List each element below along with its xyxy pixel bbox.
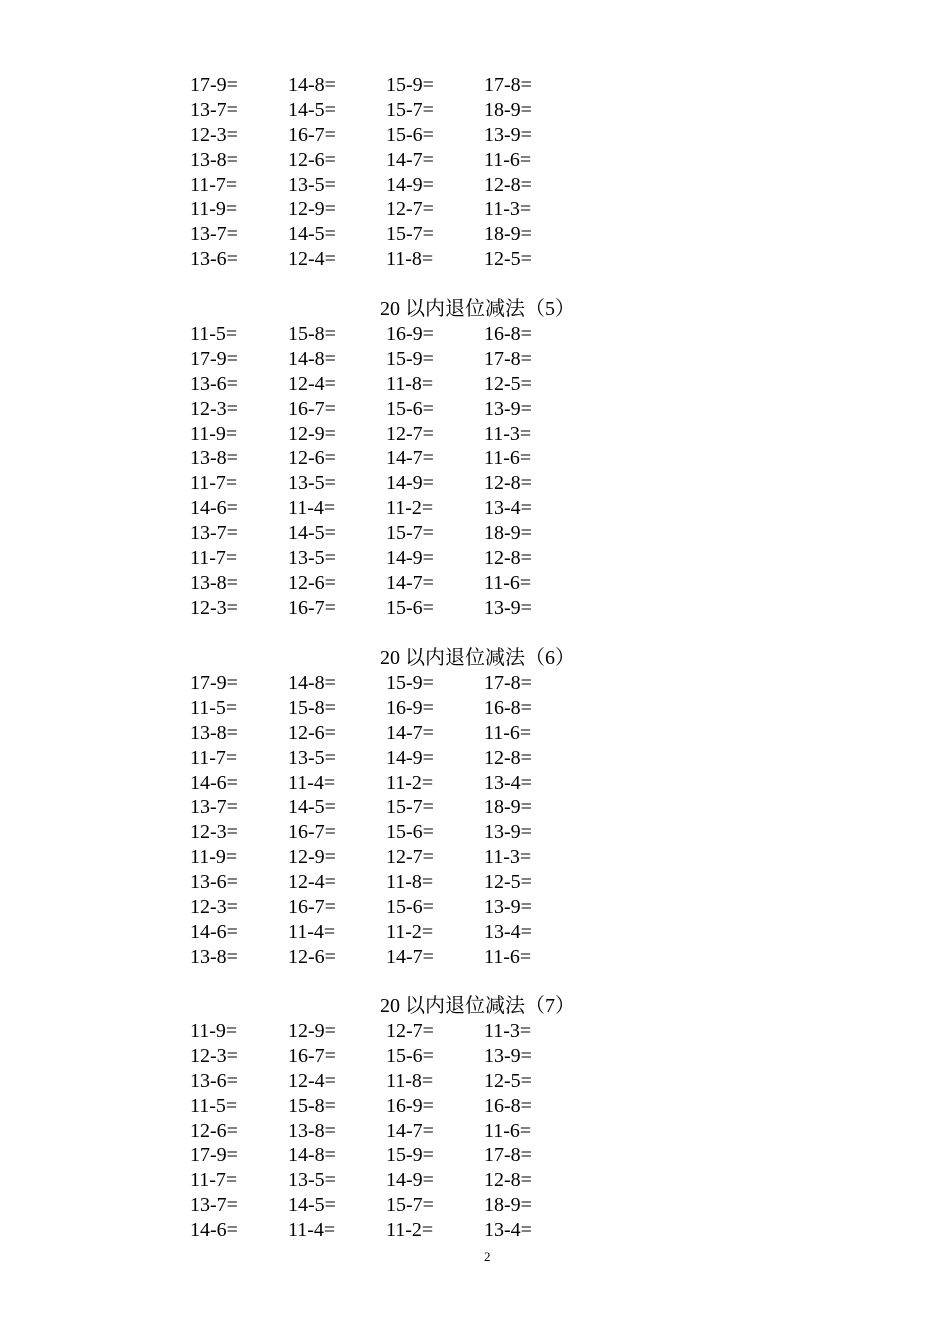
subtraction-problem: 11-2= — [386, 771, 434, 794]
subtraction-problem: 14-9= — [386, 547, 434, 570]
subtraction-problem: 15-6= — [386, 1044, 434, 1067]
subtraction-problem: 12-5= — [484, 871, 532, 894]
problem-row — [190, 920, 610, 945]
subtraction-problem: 13-5= — [288, 547, 336, 570]
problem-row — [190, 397, 610, 422]
subtraction-problem: 14-9= — [386, 746, 434, 769]
subtraction-problem: 11-6= — [484, 148, 532, 171]
subtraction-problem: 13-4= — [484, 497, 532, 520]
subtraction-problem: 12-6= — [288, 721, 336, 744]
subtraction-problem: 12-4= — [288, 1069, 336, 1092]
subtraction-problem: 11-3= — [484, 846, 532, 869]
subtraction-problem: 16-9= — [386, 696, 434, 719]
subtraction-problem: 16-7= — [288, 123, 336, 146]
subtraction-problem: 12-7= — [386, 198, 434, 221]
subtraction-problem: 13-9= — [484, 123, 532, 146]
subtraction-problem: 12-9= — [288, 846, 336, 869]
problem-row — [190, 73, 610, 98]
subtraction-problem: 13-9= — [484, 821, 532, 844]
subtraction-problem: 15-6= — [386, 123, 434, 146]
subtraction-problem: 13-5= — [288, 173, 336, 196]
subtraction-problem: 18-9= — [484, 522, 532, 545]
problem-row — [190, 1143, 610, 1168]
subtraction-problem: 13-9= — [484, 1044, 532, 1067]
subtraction-problem: 15-7= — [386, 98, 434, 121]
subtraction-problem: 11-3= — [484, 1020, 532, 1042]
subtraction-problem: 12-6= — [288, 148, 336, 171]
subtraction-problem: 13-9= — [484, 596, 532, 619]
subtraction-problem: 11-3= — [484, 422, 532, 445]
subtraction-problem: 11-2= — [386, 920, 434, 943]
subtraction-problem: 11-9= — [190, 198, 238, 221]
problem-row — [190, 247, 610, 272]
problem-row — [190, 123, 610, 148]
subtraction-problem: 15-7= — [386, 522, 434, 545]
subtraction-problem: 14-8= — [288, 672, 336, 694]
problem-row — [190, 496, 610, 521]
subtraction-problem: 14-5= — [288, 796, 336, 819]
subtraction-problem: 15-8= — [288, 323, 336, 345]
subtraction-problem: 11-7= — [190, 1169, 238, 1192]
subtraction-problem: 16-8= — [484, 696, 532, 719]
problem-row — [190, 1193, 610, 1218]
subtraction-problem: 11-9= — [190, 1020, 238, 1042]
subtraction-problem: 13-9= — [484, 397, 532, 420]
problem-row — [190, 372, 610, 397]
subtraction-problem: 12-9= — [288, 198, 336, 221]
subtraction-problem: 11-6= — [484, 945, 532, 968]
subtraction-problem: 11-4= — [288, 1219, 336, 1242]
subtraction-problem: 14-8= — [288, 347, 336, 370]
subtraction-problem: 13-5= — [288, 746, 336, 769]
subtraction-problem: 12-6= — [288, 447, 336, 470]
subtraction-problem: 13-7= — [190, 98, 238, 121]
problem-row — [190, 422, 610, 447]
subtraction-problem: 11-7= — [190, 472, 238, 495]
problem-row — [190, 1044, 610, 1069]
subtraction-problem: 12-5= — [484, 372, 532, 395]
problem-row — [190, 596, 610, 621]
subtraction-problem: 13-7= — [190, 796, 238, 819]
subtraction-problem: 15-9= — [386, 74, 434, 96]
subtraction-problem: 14-7= — [386, 721, 434, 744]
subtraction-problem: 13-4= — [484, 1219, 532, 1242]
subtraction-problem: 12-3= — [190, 821, 238, 844]
subtraction-problem: 11-4= — [288, 920, 336, 943]
subtraction-problem: 16-7= — [288, 397, 336, 420]
subtraction-problem: 17-9= — [190, 672, 238, 694]
subtraction-problem: 15-9= — [386, 1144, 434, 1167]
problem-row — [190, 870, 610, 895]
subtraction-problem: 15-9= — [386, 347, 434, 370]
problem-row — [190, 197, 610, 222]
subtraction-problem: 12-7= — [386, 1020, 434, 1042]
subtraction-problem: 14-6= — [190, 771, 238, 794]
subtraction-problem: 12-8= — [484, 173, 532, 196]
subtraction-problem: 13-6= — [190, 372, 238, 395]
subtraction-problem: 17-8= — [484, 1144, 532, 1167]
problem-row — [190, 771, 610, 796]
problem-row — [190, 347, 610, 372]
problem-row — [190, 1094, 610, 1119]
subtraction-problem: 14-9= — [386, 173, 434, 196]
problem-row — [190, 945, 610, 970]
subtraction-problem: 11-6= — [484, 447, 532, 470]
subtraction-problem: 12-7= — [386, 422, 434, 445]
subtraction-problem: 14-7= — [386, 945, 434, 968]
subtraction-problem: 11-4= — [288, 771, 336, 794]
problem-row — [190, 446, 610, 471]
subtraction-problem: 12-4= — [288, 372, 336, 395]
subtraction-problem: 15-7= — [386, 223, 434, 246]
subtraction-problem: 16-7= — [288, 596, 336, 619]
subtraction-problem: 11-8= — [386, 372, 434, 395]
subtraction-problem: 14-9= — [386, 472, 434, 495]
subtraction-problem: 16-7= — [288, 896, 336, 919]
subtraction-problem: 12-9= — [288, 1020, 336, 1042]
problem-grid — [190, 73, 610, 272]
problem-row — [190, 546, 610, 571]
subtraction-problem: 14-5= — [288, 522, 336, 545]
subtraction-problem: 12-8= — [484, 1169, 532, 1192]
subtraction-problem: 11-4= — [288, 497, 336, 520]
section-title: 20 以内退位减法（6） — [380, 647, 575, 669]
problem-row — [190, 1218, 610, 1243]
subtraction-problem: 15-6= — [386, 896, 434, 919]
subtraction-problem: 13-5= — [288, 1169, 336, 1192]
subtraction-problem: 12-5= — [484, 1069, 532, 1092]
problem-row — [190, 845, 610, 870]
problem-row — [190, 222, 610, 247]
subtraction-problem: 13-7= — [190, 223, 238, 246]
subtraction-problem: 18-9= — [484, 796, 532, 819]
subtraction-problem: 12-9= — [288, 422, 336, 445]
subtraction-problem: 18-9= — [484, 223, 532, 246]
subtraction-problem: 14-8= — [288, 74, 336, 96]
subtraction-problem: 11-6= — [484, 571, 532, 594]
subtraction-problem: 14-8= — [288, 1144, 336, 1167]
subtraction-problem: 11-5= — [190, 696, 238, 719]
subtraction-problem: 12-6= — [288, 571, 336, 594]
subtraction-problem: 11-8= — [386, 871, 434, 894]
subtraction-problem: 11-5= — [190, 323, 238, 345]
subtraction-problem: 16-8= — [484, 1094, 532, 1117]
subtraction-problem: 12-3= — [190, 397, 238, 420]
subtraction-problem: 14-7= — [386, 571, 434, 594]
subtraction-problem: 13-9= — [484, 896, 532, 919]
subtraction-problem: 17-8= — [484, 672, 532, 694]
subtraction-problem: 14-5= — [288, 1194, 336, 1217]
subtraction-problem: 12-8= — [484, 746, 532, 769]
section-title: 20 以内退位减法（7） — [380, 995, 575, 1017]
subtraction-problem: 13-7= — [190, 522, 238, 545]
subtraction-problem: 18-9= — [484, 98, 532, 121]
problem-row — [190, 671, 610, 696]
problem-grid — [190, 1019, 610, 1243]
subtraction-problem: 11-9= — [190, 846, 238, 869]
problem-row — [190, 148, 610, 173]
problem-row — [190, 696, 610, 721]
subtraction-problem: 13-6= — [190, 248, 238, 271]
subtraction-problem: 14-9= — [386, 1169, 434, 1192]
subtraction-problem: 11-3= — [484, 198, 532, 221]
subtraction-problem: 16-8= — [484, 323, 532, 345]
subtraction-problem: 11-8= — [386, 1069, 434, 1092]
subtraction-problem: 17-8= — [484, 347, 532, 370]
subtraction-problem: 12-8= — [484, 547, 532, 570]
problem-row — [190, 1019, 610, 1044]
subtraction-problem: 15-8= — [288, 696, 336, 719]
subtraction-problem: 14-6= — [190, 497, 238, 520]
subtraction-problem: 15-9= — [386, 672, 434, 694]
subtraction-problem: 11-7= — [190, 746, 238, 769]
subtraction-problem: 12-8= — [484, 472, 532, 495]
subtraction-problem: 12-4= — [288, 871, 336, 894]
subtraction-problem: 17-9= — [190, 347, 238, 370]
subtraction-problem: 12-3= — [190, 1044, 238, 1067]
problem-row — [190, 322, 610, 347]
section-title: 20 以内退位减法（5） — [380, 298, 575, 320]
subtraction-problem: 12-3= — [190, 596, 238, 619]
subtraction-problem: 14-5= — [288, 223, 336, 246]
subtraction-problem: 15-6= — [386, 596, 434, 619]
problem-row — [190, 1168, 610, 1193]
subtraction-problem: 13-4= — [484, 771, 532, 794]
problem-row — [190, 471, 610, 496]
subtraction-problem: 12-3= — [190, 123, 238, 146]
subtraction-problem: 14-7= — [386, 148, 434, 171]
problem-row — [190, 521, 610, 546]
subtraction-problem: 15-6= — [386, 397, 434, 420]
subtraction-problem: 14-6= — [190, 920, 238, 943]
subtraction-problem: 14-6= — [190, 1219, 238, 1242]
subtraction-problem: 18-9= — [484, 1194, 532, 1217]
subtraction-problem: 13-6= — [190, 871, 238, 894]
subtraction-problem: 16-7= — [288, 821, 336, 844]
subtraction-problem: 13-6= — [190, 1069, 238, 1092]
subtraction-problem: 11-2= — [386, 1219, 434, 1242]
subtraction-problem: 11-6= — [484, 721, 532, 744]
subtraction-problem: 11-6= — [484, 1119, 532, 1142]
subtraction-problem: 11-7= — [190, 547, 238, 570]
problem-row — [190, 746, 610, 771]
subtraction-problem: 16-7= — [288, 1044, 336, 1067]
problem-grid — [190, 322, 610, 621]
problem-row — [190, 820, 610, 845]
subtraction-problem: 16-9= — [386, 1094, 434, 1117]
subtraction-problem: 17-8= — [484, 74, 532, 96]
subtraction-problem: 14-7= — [386, 1119, 434, 1142]
subtraction-problem: 12-4= — [288, 248, 336, 271]
subtraction-problem: 12-7= — [386, 846, 434, 869]
problem-row — [190, 721, 610, 746]
subtraction-problem: 15-6= — [386, 821, 434, 844]
subtraction-problem: 13-8= — [288, 1119, 336, 1142]
subtraction-problem: 11-9= — [190, 422, 238, 445]
subtraction-problem: 12-3= — [190, 896, 238, 919]
subtraction-problem: 13-8= — [190, 447, 238, 470]
problem-row — [190, 795, 610, 820]
subtraction-problem: 17-9= — [190, 1144, 238, 1167]
page-number: 2 — [484, 1249, 491, 1264]
subtraction-problem: 12-6= — [190, 1119, 238, 1142]
problem-row — [190, 1069, 610, 1094]
problem-row — [190, 571, 610, 596]
subtraction-problem: 13-5= — [288, 472, 336, 495]
subtraction-problem: 15-7= — [386, 796, 434, 819]
subtraction-problem: 13-8= — [190, 571, 238, 594]
subtraction-problem: 13-8= — [190, 148, 238, 171]
subtraction-problem: 11-8= — [386, 248, 434, 271]
subtraction-problem: 16-9= — [386, 323, 434, 345]
subtraction-problem: 11-5= — [190, 1094, 238, 1117]
subtraction-problem: 13-8= — [190, 721, 238, 744]
problem-grid — [190, 671, 610, 970]
subtraction-problem: 12-5= — [484, 248, 532, 271]
subtraction-problem: 12-6= — [288, 945, 336, 968]
problem-row — [190, 98, 610, 123]
subtraction-problem: 13-7= — [190, 1194, 238, 1217]
subtraction-problem: 11-2= — [386, 497, 434, 520]
problem-row — [190, 173, 610, 198]
subtraction-problem: 11-7= — [190, 173, 238, 196]
subtraction-problem: 14-7= — [386, 447, 434, 470]
subtraction-problem: 15-7= — [386, 1194, 434, 1217]
subtraction-problem: 13-8= — [190, 945, 238, 968]
subtraction-problem: 14-5= — [288, 98, 336, 121]
subtraction-problem: 13-4= — [484, 920, 532, 943]
subtraction-problem: 15-8= — [288, 1094, 336, 1117]
problem-row — [190, 1119, 610, 1144]
subtraction-problem: 17-9= — [190, 74, 238, 96]
problem-row — [190, 895, 610, 920]
